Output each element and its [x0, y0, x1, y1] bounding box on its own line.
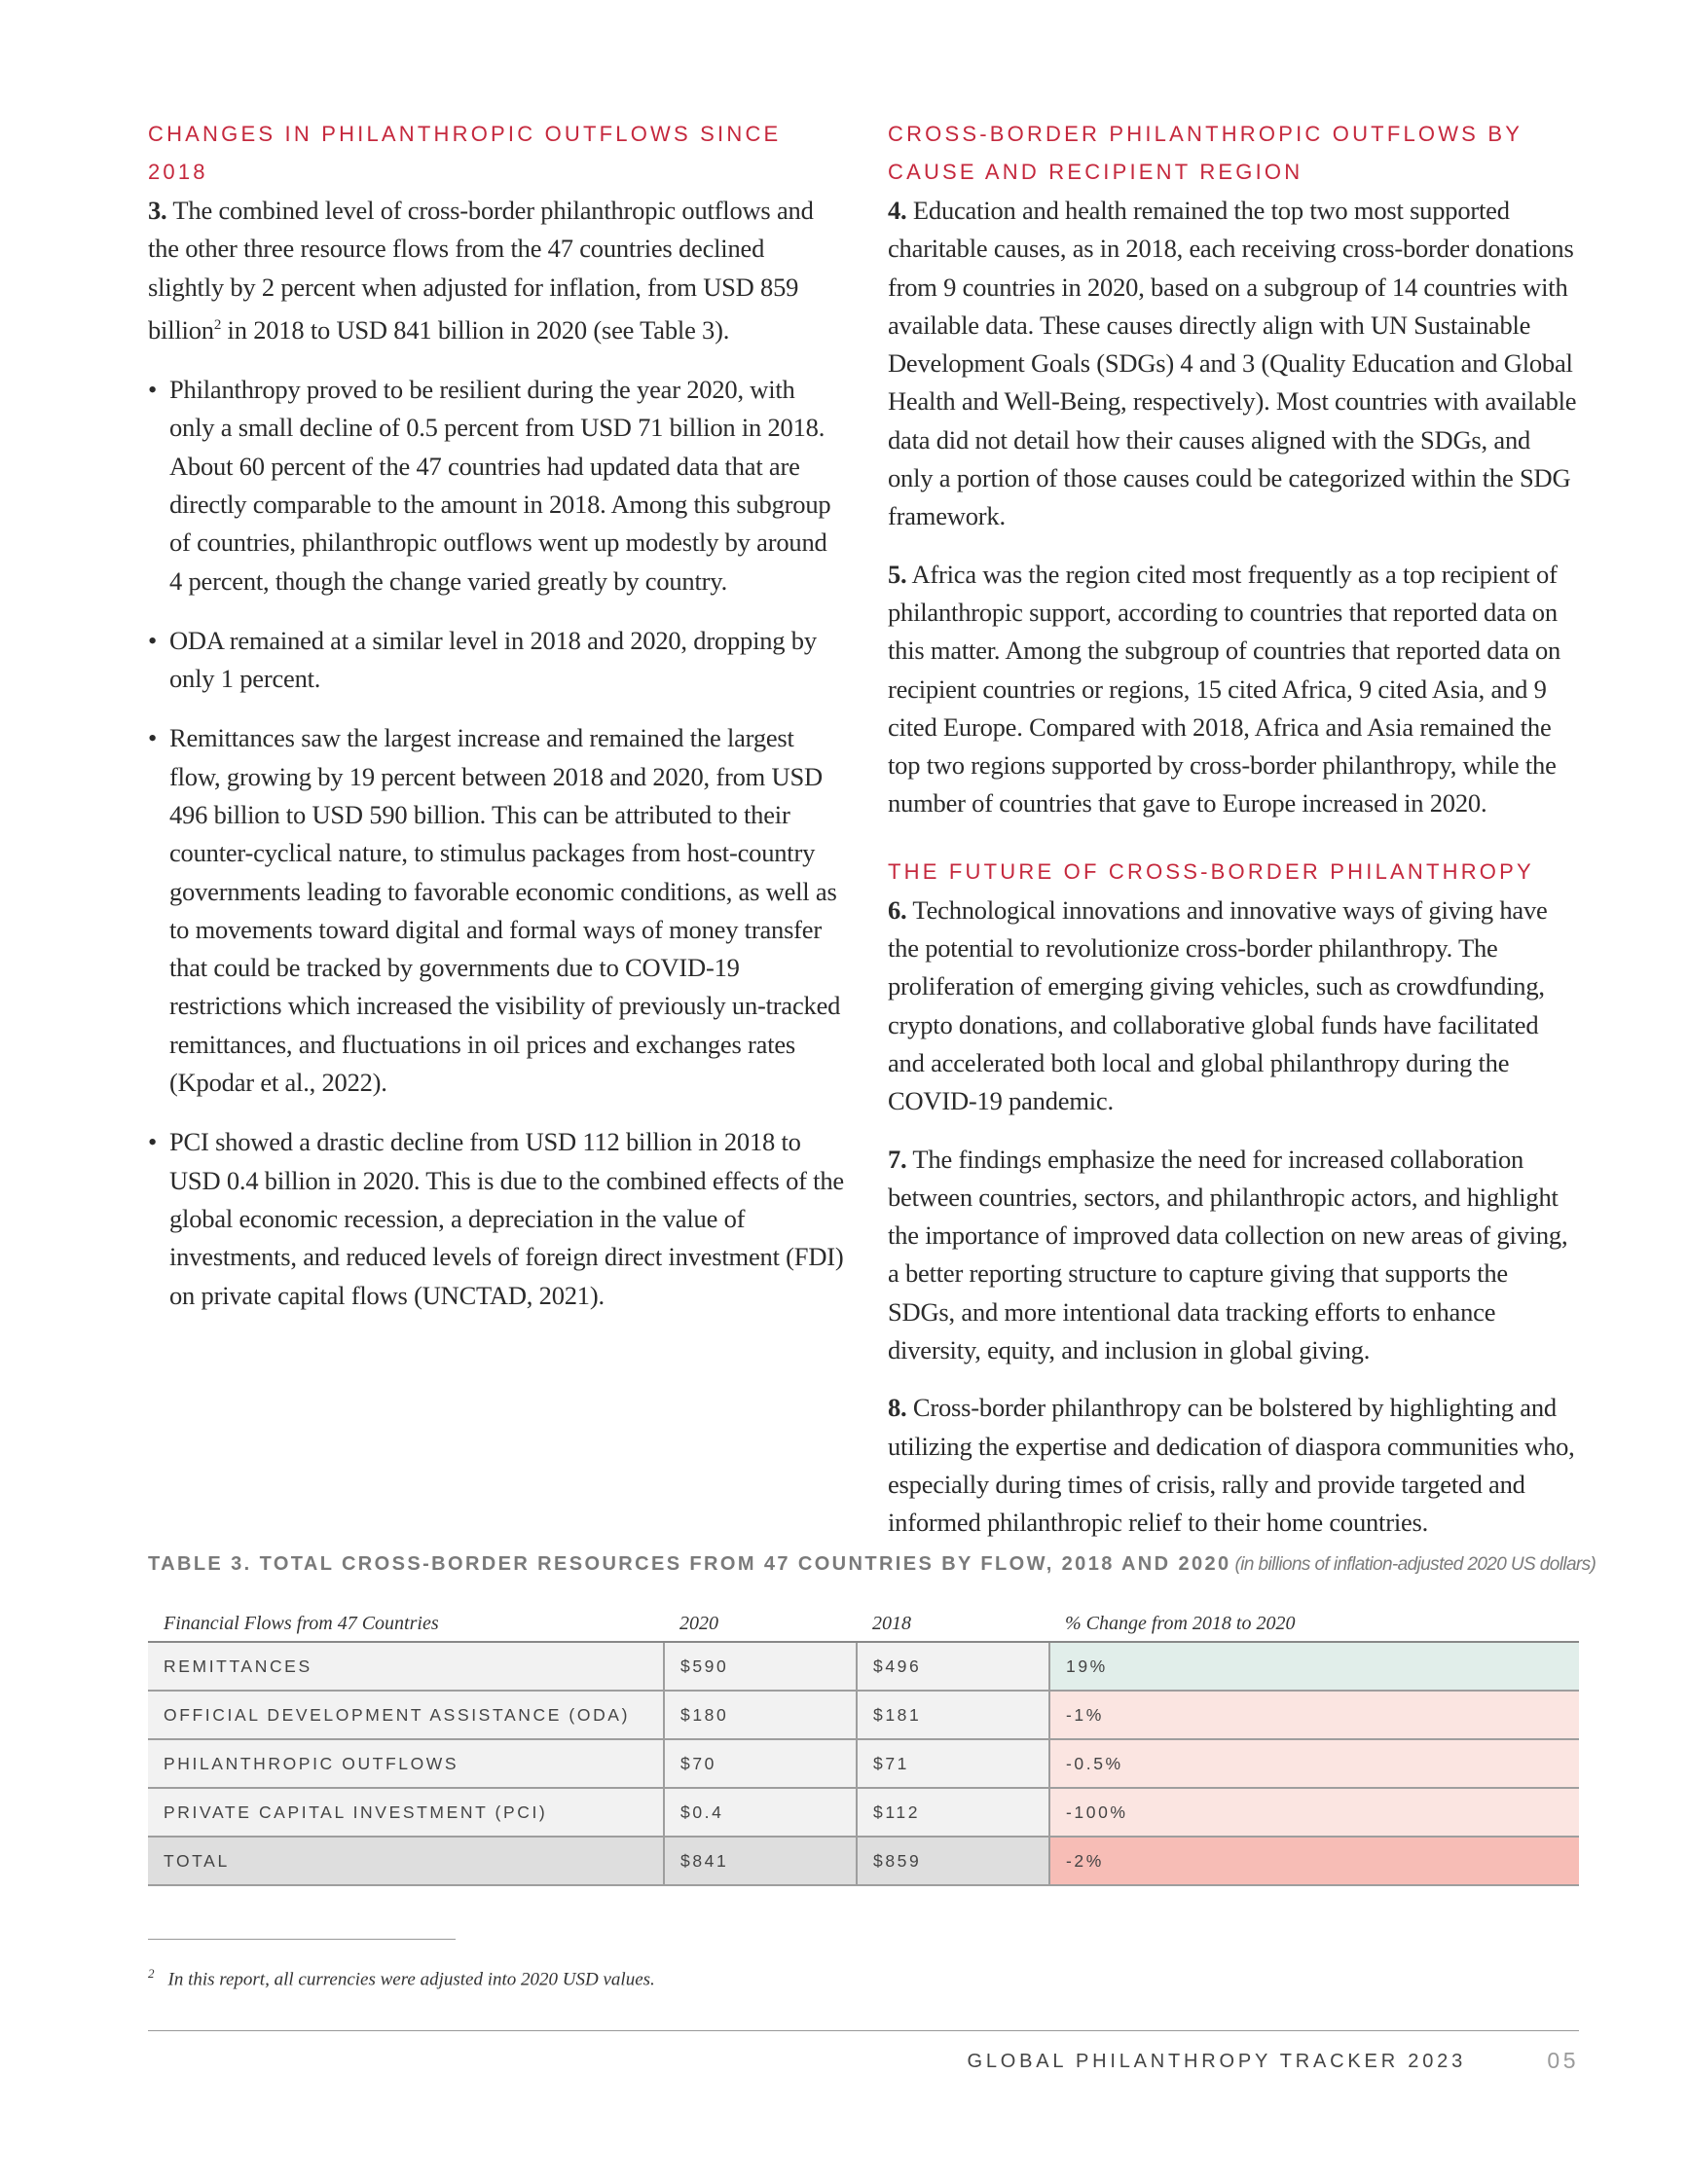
change-cell: -0.5% — [1049, 1739, 1579, 1788]
flow-name-cell: OFFICIAL DEVELOPMENT ASSISTANCE (ODA) — [148, 1691, 664, 1739]
section-heading-future: THE FUTURE OF CROSS-BORDER PHILANTHROPY — [888, 858, 1534, 884]
bullet-text: ODA remained at a similar level in 2018 and 2020, dropping by only 1 percent. — [169, 625, 817, 694]
paragraph-number: 7. — [888, 1144, 907, 1174]
change-cell: -1% — [1049, 1691, 1579, 1739]
bullet-oda — [148, 622, 844, 699]
change-cell: -100% — [1049, 1788, 1579, 1837]
footnote-text: In this report, all currencies were adjusted into 2020 USD values. — [167, 1969, 655, 1990]
paragraph-number: 5. — [888, 559, 907, 589]
bullet-philanthropy — [148, 371, 844, 601]
value-2018-cell: $181 — [857, 1691, 1049, 1739]
paragraph-text: Cross-border philanthropy can be bolstered by highlighting and utilizing the expertise and dedication of diaspora communities who, especially during times of crisis, rally and provide targeted and informed philanthropic relief to their home countries. — [888, 1393, 1575, 1538]
bullet-icon: • — [148, 1127, 158, 1157]
flow-name-cell: PHILANTHROPIC OUTFLOWS — [148, 1739, 664, 1788]
paragraph-6 — [888, 892, 1579, 1121]
paragraph-4 — [888, 192, 1579, 536]
footer-divider — [148, 2030, 1579, 2031]
footer-publication-title: GLOBAL PHILANTHROPY TRACKER 2023 — [967, 2051, 1466, 2072]
column-header-change: % Change from 2018 to 2020 — [1049, 1608, 1579, 1642]
change-cell: 19% — [1049, 1642, 1579, 1691]
right-column — [888, 115, 1579, 1562]
footnote-reference[interactable]: 2 — [213, 316, 222, 333]
bullet-text: Remittances saw the largest increase and remained the largest flow, growing by 19 percent between 2018 and 2020, from USD 496 billion to USD 590 billion. This can be attributed to their counter-cyclical nature, to stimulus packages from host-country governments leading to favorable economic conditions, as well as to movements toward digital and formal ways of money transfer that could be tracked by governments due to COVID-19 restrictions which increased the visibility of previously un-tracked remittances, and fluctuations in oil prices and exchanges rates (Kpodar et al., 2022). — [169, 723, 841, 1098]
bullet-pci — [148, 1123, 844, 1314]
paragraph-number: 4. — [888, 196, 907, 225]
section-heading-cause-region: CROSS-BORDER PHILANTHROPIC OUTFLOWS BY CAUSE AND RECIPIENT REGION — [888, 122, 1523, 184]
footnote-number: 2 — [148, 1966, 155, 1981]
bullet-remittances — [148, 719, 844, 1102]
paragraph-3 — [148, 192, 844, 349]
paragraph-7 — [888, 1141, 1579, 1370]
value-2020-cell: $841 — [664, 1837, 857, 1885]
value-2020-cell: $180 — [664, 1691, 857, 1739]
page-number: 05 — [1547, 2048, 1579, 2073]
paragraph-text: The combined level of cross-border philanthropic outflows and the other three resource flows from the 47 countries declined slightly by 2 percent when adjusted for inflation, from USD 859 billion — [148, 196, 814, 345]
bullet-icon: • — [148, 375, 158, 405]
bullet-icon: • — [148, 625, 158, 655]
flow-bullet-list — [148, 371, 844, 1315]
paragraph-number: 3. — [148, 196, 167, 225]
value-2020-cell: $590 — [664, 1642, 857, 1691]
paragraph-text: Africa was the region cited most frequently as a top recipient of philanthropic support, according to countries that reported data on this matter. Among the subgroup of countries that reported data on recipient countries or regions, 15 cited Africa, 9 cited Asia, and 9 cited Europe. Compared with 2018, Africa and Asia remained the top two regions supported by cross-border philanthropy, while the number of countries that gave to Europe increased in 2020. — [888, 559, 1561, 819]
paragraph-number: 6. — [888, 894, 907, 925]
table-header-row — [148, 1608, 1579, 1642]
footnote-divider — [148, 1939, 456, 1940]
table-total-row — [148, 1837, 1579, 1885]
value-2018-cell: $112 — [857, 1788, 1049, 1837]
paragraph-text: in 2018 to USD 841 billion in 2020 (see Table 3). — [221, 314, 730, 345]
paragraph-8 — [888, 1389, 1579, 1542]
value-2018-cell: $496 — [857, 1642, 1049, 1691]
table-caption — [148, 1553, 1596, 1576]
value-2018-cell: $71 — [857, 1739, 1049, 1788]
footnote — [148, 1966, 655, 1990]
section-heading-changes: CHANGES IN PHILANTHROPIC OUTFLOWS SINCE 2018 — [148, 122, 782, 184]
table-unit-note: (in billions of inflation-adjusted 2020 US dollars) — [1234, 1554, 1596, 1575]
left-column — [148, 115, 844, 1336]
paragraph-number: 8. — [888, 1393, 907, 1423]
change-cell: -2% — [1049, 1837, 1579, 1885]
bullet-icon: • — [148, 723, 158, 753]
resource-flows-table — [148, 1608, 1579, 1886]
table-title: TABLE 3. TOTAL CROSS-BORDER RESOURCES FROM 47 COUNTRIES BY FLOW, 2018 AND 2020 — [148, 1553, 1231, 1575]
table-row — [148, 1739, 1579, 1788]
flow-name-cell: TOTAL — [148, 1837, 664, 1885]
paragraph-text: The findings emphasize the need for increased collaboration between countries, sectors, and philanthropic actors, and highlight the importance of improved data collection on new areas of giving, a better reporting structure to capture giving that supports the SDGs, and more intentional data tracking efforts to enhance diversity, equity, and inclusion in global giving. — [888, 1144, 1568, 1365]
paragraph-text: Technological innovations and innovative ways of giving have the potential to revolutionize cross-border philanthropy. The proliferation of emerging giving vehicles, such as crowdfunding, crypto donations, and collaborative global funds have facilitated and accelerated both local and global philanthropy during the COVID-19 pandemic. — [888, 894, 1548, 1116]
column-header-2020: 2020 — [664, 1608, 857, 1642]
table-row — [148, 1691, 1579, 1739]
value-2018-cell: $859 — [857, 1837, 1049, 1885]
value-2020-cell: $70 — [664, 1739, 857, 1788]
table-row — [148, 1788, 1579, 1837]
column-header-flow: Financial Flows from 47 Countries — [148, 1608, 664, 1642]
bullet-text: Philanthropy proved to be resilient during the year 2020, with only a small decline of 0.5 percent from USD 71 billion in 2018. About 60 percent of the 47 countries had updated data that are directly comparable to the amount in 2018. Among this subgroup of countries, philanthropic outflows went up modestly by around 4 percent, though the change varied greatly by country. — [169, 375, 831, 596]
column-header-2018: 2018 — [857, 1608, 1049, 1642]
paragraph-5 — [888, 556, 1579, 823]
flow-name-cell: REMITTANCES — [148, 1642, 664, 1691]
value-2020-cell: $0.4 — [664, 1788, 857, 1837]
table-row — [148, 1642, 1579, 1691]
paragraph-text: Education and health remained the top two most supported charitable causes, as in 2018, each receiving cross-border donations from 9 countries in 2020, based on a subgroup of 14 countries with available data. These causes directly align with UN Sustainable Development Goals (SDGs) 4 and 3 (Quality Education and Global Health and Well-Being, respectively). Most countries with available data did not detail how their causes aligned with the SDGs, and only a portion of those causes could be categorized within the SDG framework. — [888, 196, 1577, 531]
flow-name-cell: PRIVATE CAPITAL INVESTMENT (PCI) — [148, 1788, 664, 1837]
bullet-text: PCI showed a drastic decline from USD 112 billion in 2018 to USD 0.4 billion in 2020. This is due to the combined effects of the global economic recession, a depreciation in the value of investments, and reduced levels of foreign direct investment (FDI) on private capital flows (UNCTAD, 2021). — [169, 1127, 844, 1310]
